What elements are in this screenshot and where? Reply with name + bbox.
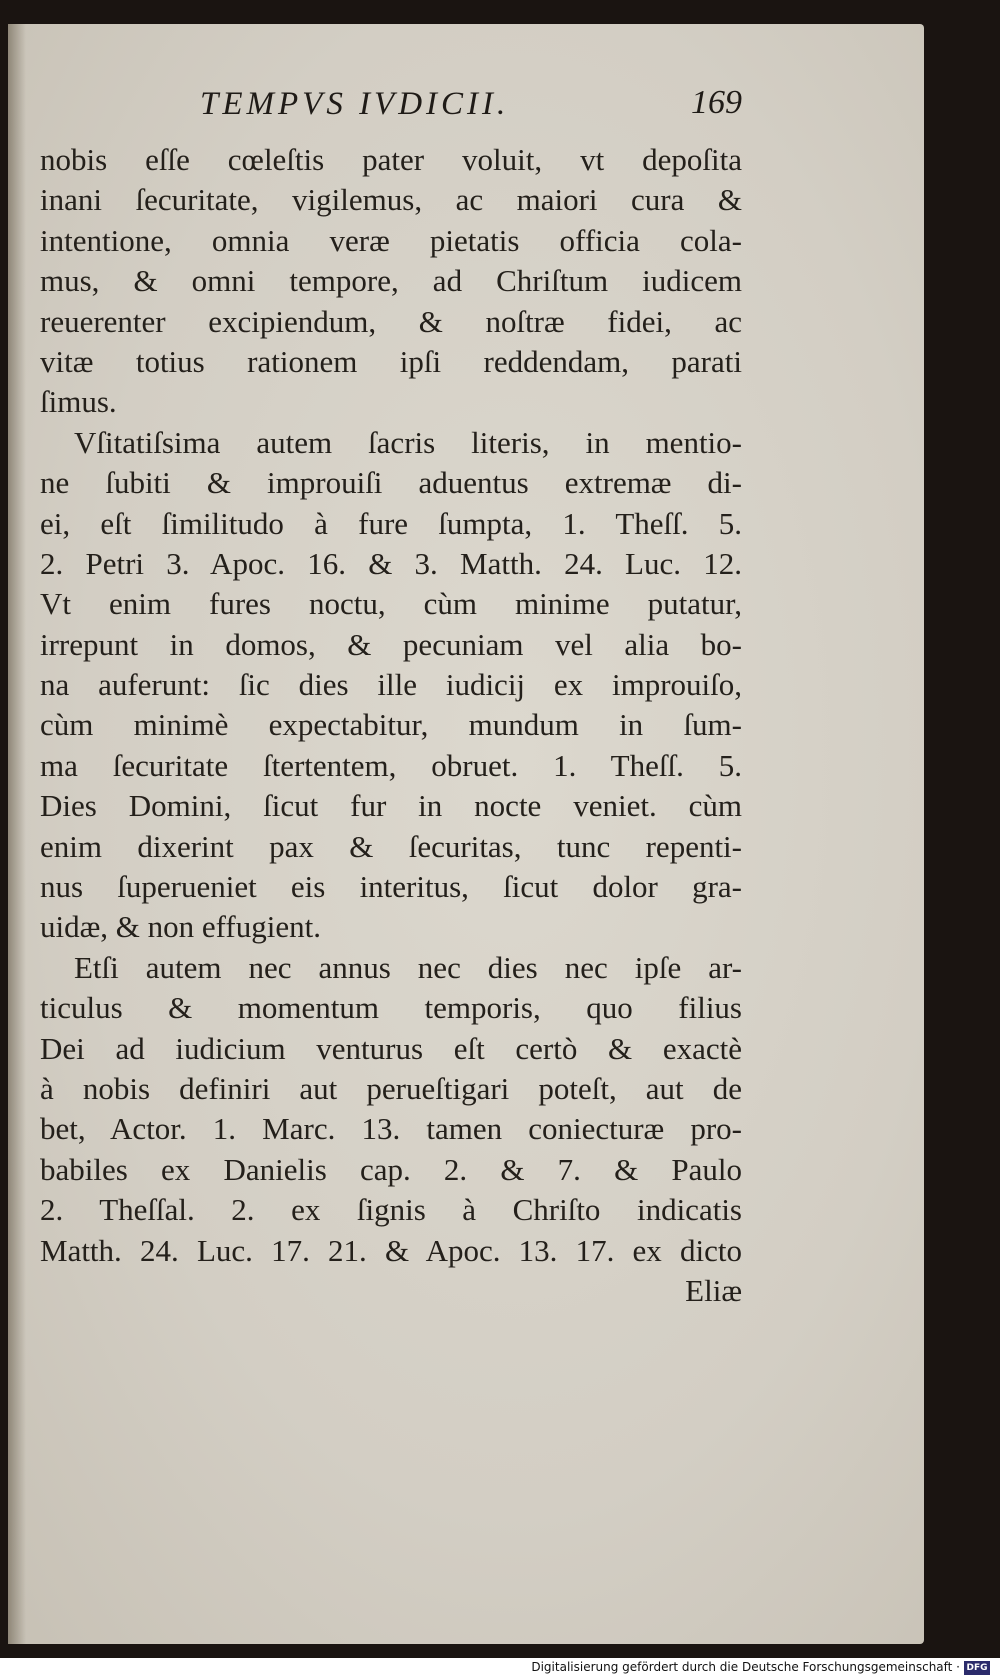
text-line: Dei ad iudicium venturus eſt certò & exactè bbox=[40, 1030, 742, 1066]
text-line: Dies Domini, ſicut fur in nocte veniet. cùm bbox=[40, 788, 742, 824]
text-line: nobis eſſe cœleſtis pater voluit, vt depoſita bbox=[40, 142, 742, 177]
text-line: nus ſuperueniet eis interitus, ſicut dolor gra- bbox=[40, 869, 742, 905]
text-line: Matth. 24. Luc. 17. 21. & Apoc. 13. 17. ex dicto bbox=[40, 1232, 742, 1268]
text-line: ei, eſt ſimilitudo à fure ſumpta, 1. Theſſ. 5. bbox=[40, 505, 742, 541]
text-line: Etſi autem nec annus nec dies nec ipſe ar- bbox=[74, 949, 742, 985]
text-line: bet, Actor. 1. Marc. 13. tamen coniecturæ pro- bbox=[40, 1111, 742, 1147]
text-line: inani ſecuritate, vigilemus, ac maiori cura & bbox=[40, 182, 742, 218]
text-line: irrepunt in domos, & pecuniam vel alia bo- bbox=[40, 626, 742, 662]
text-line: 2. Petri 3. Apoc. 16. & 3. Matth. 24. Luc. 12. bbox=[40, 545, 742, 581]
text-line: mus, & omni tempore, ad Chriſtum iudicem bbox=[40, 263, 742, 299]
text-line: reuerenter excipiendum, & noſtræ fidei, ac bbox=[40, 303, 742, 339]
text-line: enim dixerint pax & ſecuritas, tunc repenti- bbox=[40, 828, 742, 864]
dfg-logo-icon: DFG bbox=[964, 1661, 990, 1675]
text-line: ma ſecuritate ſtertentem, obruet. 1. Theſſ. 5. bbox=[40, 747, 742, 783]
text-line: vitæ totius rationem ipſi reddendam, parati bbox=[40, 343, 742, 379]
running-title: TEMPVS IVDICII. bbox=[200, 86, 510, 122]
text-line: ſimus. bbox=[40, 384, 117, 420]
text-line: 2. Theſſal. 2. ex ſignis à Chriſto indicatis bbox=[40, 1192, 742, 1228]
text-line: intentione, omnia veræ pietatis officia cola- bbox=[40, 222, 742, 258]
footer-credit: Digitalisierung gefördert durch die Deutsche Forschungsgemeinschaft · bbox=[531, 1660, 960, 1674]
text-line: à nobis definiri aut perueſtigari poteſt, aut de bbox=[40, 1070, 742, 1106]
text-line: ne ſubiti & improuiſi aduentus extremæ di- bbox=[40, 465, 742, 501]
running-head bbox=[40, 80, 742, 136]
body-text bbox=[40, 140, 742, 1311]
text-line: Vſitatiſsima autem ſacris literis, in mentio- bbox=[74, 424, 742, 460]
text-line: babiles ex Danielis cap. 2. & 7. & Paulo bbox=[40, 1151, 742, 1187]
text-line: Vt enim fures noctu, cùm minime putatur, bbox=[40, 586, 742, 622]
page-number: 169 bbox=[691, 84, 742, 121]
text-line: na auferunt: ſic dies ille iudicij ex improuiſo, bbox=[40, 667, 742, 703]
text-line: cùm minimè expectabitur, mundum in ſum- bbox=[40, 707, 742, 743]
page-gutter-shadow bbox=[8, 24, 26, 1644]
text-line: uidæ, & non effugient. bbox=[40, 909, 321, 945]
text-line: ticulus & momentum temporis, quo filius bbox=[40, 990, 742, 1026]
catchword: Eliæ bbox=[685, 1272, 742, 1308]
digitization-footer bbox=[0, 1658, 1000, 1678]
